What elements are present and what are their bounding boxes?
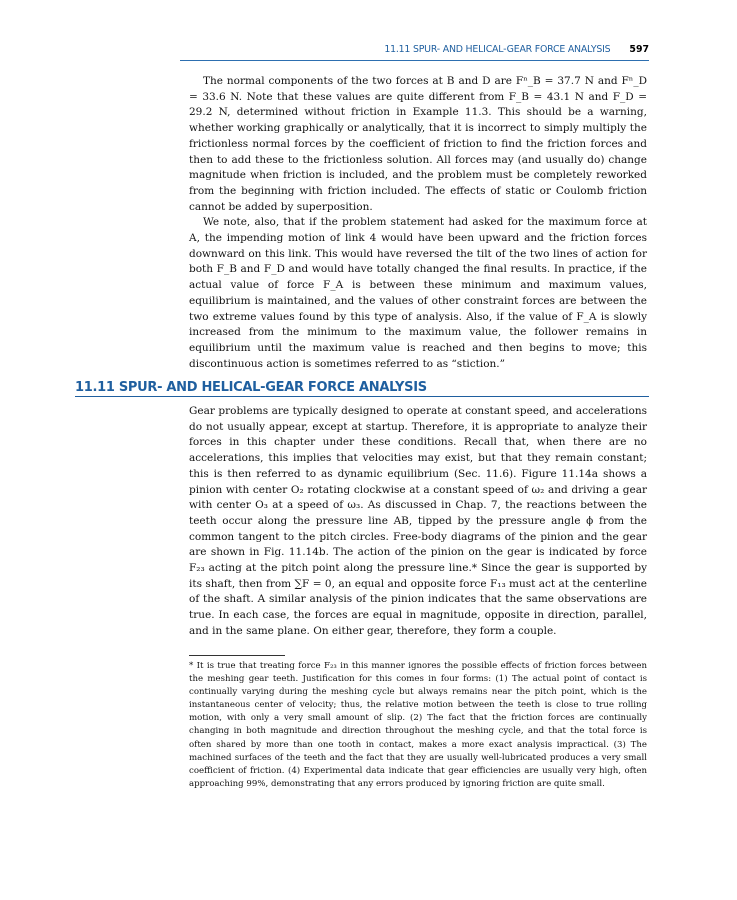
body-text-top [189, 74, 647, 372]
body-text-section [189, 404, 647, 640]
section-heading-rule [75, 396, 649, 397]
running-head-rule [180, 60, 649, 61]
footnote-rule [189, 655, 285, 656]
page-number: 597 [629, 44, 649, 55]
running-head [180, 44, 649, 58]
section-heading: 11.11 SPUR- AND HELICAL-GEAR FORCE ANALYSIS [75, 380, 427, 395]
paragraph-gear-force-analysis: Gear problems are typically designed to operate at constant speed, and accelerations do not usually appear, except at startup. Therefore, it is appropriate to analyze their forces in this chapter under these conditions. Recall that, when there are no accelerations, this implies that velocities may exist, but that they remain constant; this is then referred to as dynamic equilibrium (Sec. 11.6). Figure 11.14a shows a pinion with center O₂ rotating clockwise at a constant speed of ω₂ and driving a gear with center O₃ at a speed of ω₃. As discussed in Chap. 7, the reactions between the teeth occur along the pressure line AB, tipped by the pressure angle ϕ from the common tangent to the pitch circles. Free-body diagrams of the pinion and the gear are shown in Fig. 11.14b. The action of the pinion on the gear is indicated by force F₂₃ acting at the pitch point along the pressure line.* Since the gear is supported by its shaft, then from ∑F = 0, an equal and opposite force F₁₃ must act at the centerline of the shaft. A similar analysis of the pinion indicates that the same observations are true. In each case, the forces are equal in magnitude, opposite in direction, parallel, and in the same plane. On either gear, therefore, they form a couple. [189, 405, 647, 637]
footnote-text: * It is true that treating force F₂₃ in this manner ignores the possible effects of friction forces between the meshing gear teeth. Justification for this comes in four forms: (1) The actual point of contact is continually varying during the meshing cycle but always remains near the pitch point, which is the instantaneous center of velocity; thus, the relative motion between the teeth is close to true rolling motion, with only a very small amount of slip. (2) The fact that the friction forces are continually changing in both magnitude and direction throughout the meshing cycle, and that the total force is often shared by more than one tooth in contact, makes a more exact analysis impractical. (3) The machined surfaces of the teeth and the fact that they are usually well-lubricated produces a very small coefficient of friction. (4) Experimental data indicate that gear efficiencies are usually very high, often approaching 99%, demonstrating that any errors produced by ignoring friction are quite small. [189, 661, 647, 789]
running-head-title: 11.11 SPUR- AND HELICAL-GEAR FORCE ANALYSIS [384, 44, 611, 55]
paragraph-stiction: We note, also, that if the problem statement had asked for the maximum force at A, the impending motion of link 4 would have been upward and the friction forces downward on this link. This would have reversed the tilt of the two lines of action for both F_B and F_D and would have totally changed the final results. In practice, if the actual value of force F_A is between these minimum and maximum values, equilibrium is maintained, and the values of other constraint forces are between the two extreme values found by this type of analysis. Also, if the value of F_A is slowly increased from the minimum to the maximum value, the follower remains in equilibrium until the maximum value is reached and then begins to move; this discontinuous action is sometimes referred to as “stiction.” [189, 216, 647, 370]
footnote [189, 660, 647, 791]
paragraph-friction-normal-components: The normal components of the two forces at B and D are Fⁿ_B = 37.7 N and Fⁿ_D = 33.6 N. Note that these values are quite different from F_B = 43.1 N and F_D = 29.2 N, determined without friction in Example 11.3. This should be a warning, whether working graphically or analytically, that it is incorrect to simply multiply the frictionless normal forces by the coefficient of friction to find the friction forces and then to add these to the frictionless solution. All forces may (and usually do) change magnitude when friction is included, and the problem must be completely reworked from the beginning with friction included. The effects of static or Coulomb friction cannot be added by superposition. [189, 75, 647, 213]
